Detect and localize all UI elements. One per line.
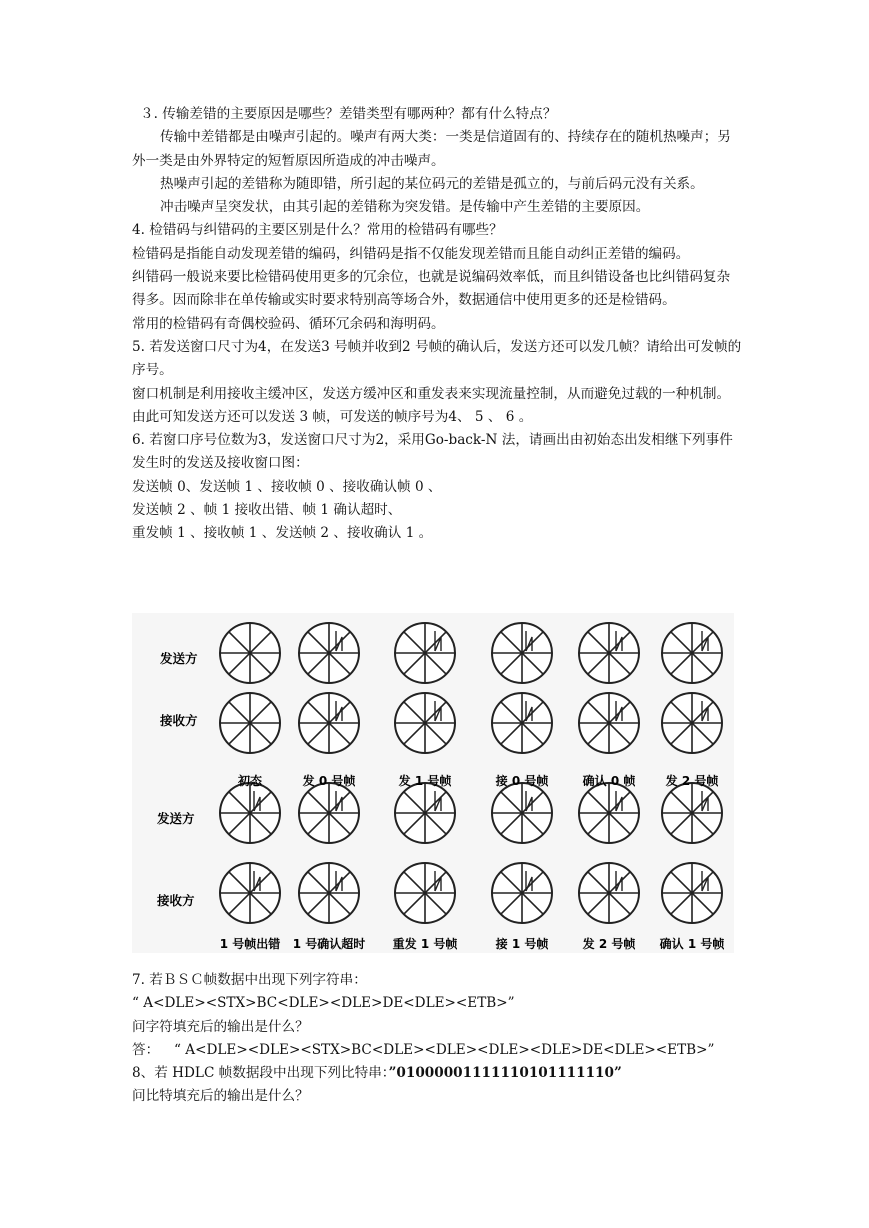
paragraph-redundancy: 纠错码一般说来要比检错码使用更多的冗余位，也就是说编码效率低，而且纠错设备也比纠错码复杂得多。因而除非在单传输或实时要求特别高等场合外，数据通信中使用更多的还是检错码。 [132,269,731,309]
window-wheel [579,783,639,843]
question-8: 8、若 HDLC 帧数据段中出现下列比特串： [132,1065,389,1082]
window-wheel [662,693,722,753]
window-wheel [579,863,639,923]
window-wheel [492,693,552,753]
question-8-line [132,1062,752,1085]
caption-bottom: 接 1 号帧 [495,937,549,951]
answer-label: 答： [132,1041,160,1058]
window-wheel [492,863,552,923]
document-body-bottom [132,969,752,1109]
window-wheel [492,783,552,843]
question-7: 7. 若ＢＳＣ帧数据中出现下列字符串： [132,972,367,988]
window-wheel [662,623,722,683]
caption-bottom: 1 号确认超时 [292,937,366,951]
question-7-string: “ A<DLE><STX>BC<DLE><DLE>DE<DLE><ETB>” [132,995,515,1012]
caption-top: 发 2 号帧 [665,774,719,788]
question-7-ask: 问字符填充后的输出是什么？ [132,1018,309,1035]
window-wheel [579,693,639,753]
question-7-answer-line [132,1039,752,1062]
question-3: ３. 传输差错的主要原因是哪些？差错类型有哪两种？都有什么特点？ [140,106,557,122]
paragraph-common-codes: 常用的检错码有奇偶校验码、循环冗余码和海明码。 [132,315,445,332]
caption-bottom: 发 2 号帧 [582,937,636,951]
document-body-top [132,103,742,546]
question-6: 6. 若窗口序号位数为3，发送窗口尺寸为2，采用Go-back-N 法，请画出由初始态出发相继下列事件发生时的发送及接收窗口图： [132,432,733,472]
window-wheel [220,863,280,923]
question-7-answer: “ A<DLE><DLE><STX>BC<DLE><DLE><DLE><DLE>DE<DLE><ETB>” [174,1041,715,1058]
window-wheel [395,693,455,753]
window-wheel [662,863,722,923]
window-wheel [395,783,455,843]
caption-bottom: 确认 1 号帧 [659,937,725,951]
paragraph-detect-correct: 检错码是指能自动发现差错的编码，纠错码是指不仅能发现差错而且能自动纠正差错的编码。 [132,245,690,262]
window-wheel [395,863,455,923]
question-8-ask: 问比特填充后的输出是什么？ [132,1088,309,1105]
question-8-bits: ”01000001111110101111110” [388,1065,622,1082]
window-wheel [220,623,280,683]
caption-bottom: 1 号帧出错 [219,937,281,951]
sliding-window-figure [132,613,734,953]
question-5: 5. 若发送窗口尺寸为4，在发送3 号帧并收到2 号帧的确认后，发送方还可以发几帧？请给出可发帧的序号。 [132,338,742,379]
event-line-2: 发送帧 2 、帧 1 接收出错、帧 1 确认超时、 [132,502,402,519]
window-wheel [220,693,280,753]
caption-top: 发 0 号帧 [302,774,356,788]
label-sender-top: 发送方 [160,651,198,666]
window-wheel [662,783,722,843]
window-wheel [299,623,359,683]
label-receiver-top: 接收方 [160,713,198,728]
window-wheel [492,623,552,683]
event-line-3: 重发帧 1 、接收帧 1 、发送帧 2 、接收确认 1 。 [132,525,433,542]
caption-top: 发 1 号帧 [398,774,452,788]
label-sender-bottom: 发送方 [157,811,195,826]
window-wheel [395,623,455,683]
caption-top: 接 0 号帧 [495,774,549,788]
paragraph-window-mechanism: 窗口机制是利用接收主缓冲区，发送方缓冲区和重发表来实现流量控制，从而避免过载的一种机制。由此可知发送方还可以发送 3 帧，可发送的帧序号为4、 5 、 6 。 [132,385,731,425]
window-wheel [299,783,359,843]
caption-top: 确认 0 帧 [582,774,636,788]
caption-top: 初态 [237,774,263,788]
question-4: 4. 检错码与纠错码的主要区别是什么？常用的检错码有哪些？ [132,222,503,239]
window-wheel [299,863,359,923]
window-wheel [299,693,359,753]
event-line-1: 发送帧 0、发送帧 1 、接收帧 0 、接收确认帧 0 、 [132,478,442,495]
sliding-window-diagram [132,613,734,953]
paragraph-burst-error: 冲击噪声呈突发状，由其引起的差错称为突发错。是传输中产生差错的主要原因。 [160,199,650,216]
caption-bottom: 重发 1 号帧 [392,937,458,951]
paragraph-random-error: 热噪声引起的差错称为随即错，所引起的某位码元的差错是孤立的，与前后码元没有关系。 [160,175,704,192]
window-wheel [220,783,280,843]
paragraph-noise-types: 传输中差错都是由噪声引起的。噪声有两大类：一类是信道固有的、持续存在的随机热噪声；另外一类是由外界特定的短暂原因所造成的冲击噪声。 [132,129,731,169]
label-receiver-bottom: 接收方 [157,893,195,908]
window-wheel [579,623,639,683]
